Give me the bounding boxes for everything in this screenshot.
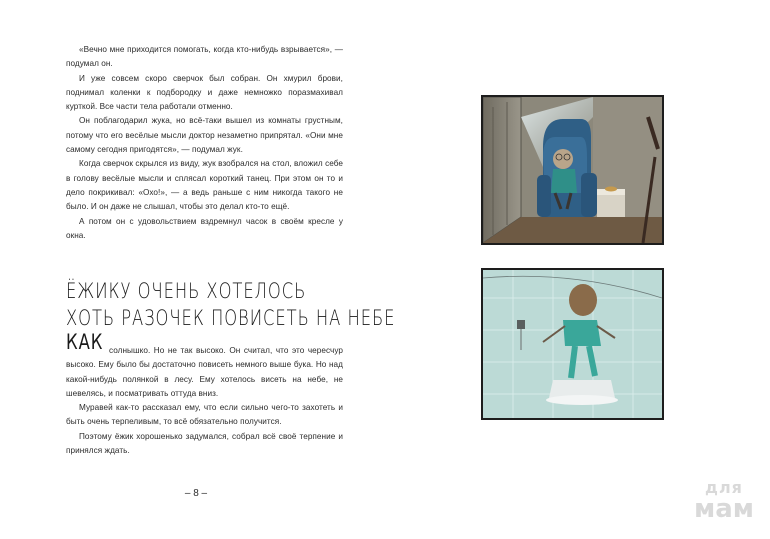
heading-line: ХОТЬ РАЗОЧЕК ПОВИСЕТЬ НА НЕБЕ	[66, 306, 396, 330]
armchair-scene-image	[483, 97, 662, 243]
paragraph: А потом он с удовольствием вздремнул часок в своём кресле у окна.	[66, 216, 343, 240]
right-page	[385, 0, 770, 539]
paragraph: «Вечно мне приходится помогать, когда кто-нибудь взрывается», — подумал он.	[66, 45, 343, 69]
watermark-line: для	[705, 478, 743, 497]
paragraph: солнышко. Но не так высоко. Он считал, что это чересчур высоко. Ему было бы достаточно повисеть немного выше бука. Но над какой-нибудь полянкой в лесу. Ему хотелось висеть на небе, не шевелясь, и посматривать оттуда вниз.	[66, 346, 343, 398]
chapter-heading	[66, 278, 396, 332]
hedgehog-scene-image	[483, 270, 662, 418]
paragraph: Когда сверчок скрылся из виду, жук взобрался на стол, вложил себе в голову весёлые мысли и сплясал короткий танец. При этом он то и дело покрикивал: «Охо!», — а ведь раньше с ним никогда такого не было. И он даже не слышал, чтобы это делал кто-то ещё.	[66, 159, 343, 212]
watermark-line: мам	[693, 494, 755, 524]
top-text-block	[66, 43, 343, 243]
beetle-in-armchair-illustration	[481, 95, 664, 245]
paragraph: И уже совсем скоро сверчок был собран. Он хмурил брови, поднимал коленки к подбородку и даже немножко поразмахивал курткой. Все части тела работали отменно.	[66, 73, 343, 112]
paragraph: Муравей как-то рассказал ему, что если сильно чего-то захотеть и быть очень терпеливым, то всё обязательно получится.	[66, 403, 343, 427]
paragraph: Поэтому ёжик хорошенько задумался, собрал всё своё терпение и принялся ждать.	[66, 431, 343, 456]
watermark-logo	[684, 480, 764, 522]
heading-line: ЁЖИКУ ОЧЕНЬ ХОТЕЛОСЬ	[66, 279, 307, 303]
page-number: – 8 –	[184, 488, 208, 499]
hedgehog-balancing-illustration	[481, 268, 664, 420]
paragraph: Он поблагодарил жука, но всё-таки вышел из комнаты грустным, потому что его весёлые мысли доктор незаметно припрятал. «Они мне самому сегодня пригодятся», — подумал жук.	[66, 116, 343, 155]
bottom-text-block	[66, 344, 343, 458]
heading-drop-word: КАК	[66, 330, 104, 354]
